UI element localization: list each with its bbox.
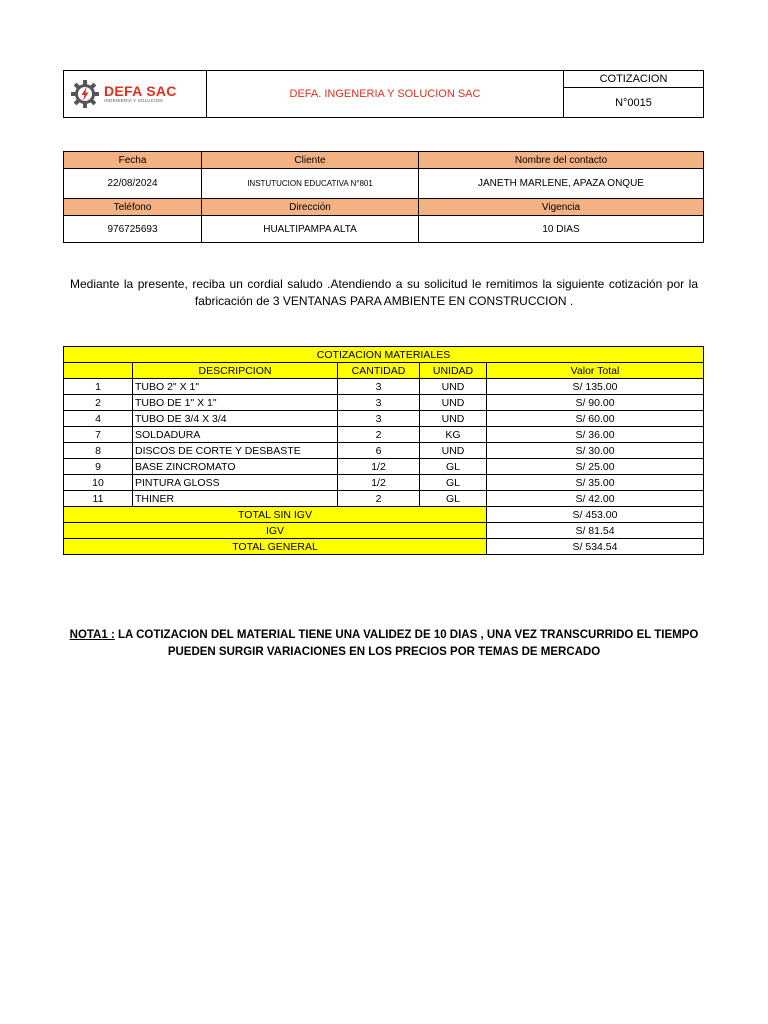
brand-name: DEFA SAC bbox=[104, 83, 177, 99]
row-description: TUBO DE 1" X 1" bbox=[133, 395, 338, 411]
validity-note bbox=[64, 627, 704, 661]
note-label: NOTA1 : bbox=[69, 629, 115, 641]
row-total: S/ 25.00 bbox=[487, 459, 704, 475]
igv-value: S/ 81.54 bbox=[487, 523, 704, 539]
row-unit: UND bbox=[420, 443, 487, 459]
row-total: S/ 35.00 bbox=[487, 475, 704, 491]
cliente-value: INSTUTUCION EDUCATIVA N°801 bbox=[202, 169, 419, 199]
doc-number: N°0015 bbox=[564, 88, 704, 118]
note-text: LA COTIZACION DEL MATERIAL TIENE UNA VALIDEZ DE 10 DIAS , UNA VEZ TRANSCURRIDO EL TIEMPO PUEDEN SURGIR VARIACIONES EN LOS PRECIOS POR TEMAS DE MERCADO bbox=[114, 629, 699, 658]
vigencia-label: Vigencia bbox=[419, 199, 704, 216]
fecha-label: Fecha bbox=[64, 152, 202, 169]
total-value: S/ 534.54 bbox=[487, 539, 704, 555]
table-row bbox=[64, 491, 704, 507]
row-total: S/ 42.00 bbox=[487, 491, 704, 507]
row-number: 7 bbox=[64, 427, 133, 443]
row-quantity: 1/2 bbox=[338, 459, 420, 475]
row-unit: KG bbox=[420, 427, 487, 443]
cliente-label: Cliente bbox=[202, 152, 419, 169]
telefono-value: 976725693 bbox=[64, 216, 202, 243]
col-total: Valor Total bbox=[487, 363, 704, 379]
row-number: 11 bbox=[64, 491, 133, 507]
row-quantity: 3 bbox=[338, 395, 420, 411]
row-total: S/ 135.00 bbox=[487, 379, 704, 395]
row-description: TUBO DE 3/4 X 3/4 bbox=[133, 411, 338, 427]
telefono-label: Teléfono bbox=[64, 199, 202, 216]
row-unit: UND bbox=[420, 395, 487, 411]
materials-title: COTIZACION MATERIALES bbox=[64, 347, 704, 363]
materials-rows bbox=[64, 379, 704, 507]
direccion-label: Dirección bbox=[202, 199, 419, 216]
row-unit: UND bbox=[420, 379, 487, 395]
brand-tagline: INGENIERIA Y SOLUCION bbox=[104, 98, 163, 103]
row-unit: UND bbox=[420, 411, 487, 427]
contacto-label: Nombre del contacto bbox=[419, 152, 704, 169]
row-description: THINER bbox=[133, 491, 338, 507]
table-row bbox=[64, 475, 704, 491]
row-description: BASE ZINCROMATO bbox=[133, 459, 338, 475]
row-number: 8 bbox=[64, 443, 133, 459]
contacto-value: JANETH MARLENE, APAZA ONQUE bbox=[419, 169, 704, 199]
materials-table bbox=[63, 346, 704, 555]
row-quantity: 3 bbox=[338, 411, 420, 427]
total-label: TOTAL GENERAL bbox=[64, 539, 487, 555]
subtotal-value: S/ 453.00 bbox=[487, 507, 704, 523]
table-row bbox=[64, 443, 704, 459]
row-description: TUBO 2" X 1" bbox=[133, 379, 338, 395]
row-number: 9 bbox=[64, 459, 133, 475]
row-quantity: 2 bbox=[338, 491, 420, 507]
row-number: 10 bbox=[64, 475, 133, 491]
col-unit: UNIDAD bbox=[420, 363, 487, 379]
row-quantity: 1/2 bbox=[338, 475, 420, 491]
row-quantity: 6 bbox=[338, 443, 420, 459]
logo-cell bbox=[64, 71, 207, 118]
row-quantity: 2 bbox=[338, 427, 420, 443]
row-number: 1 bbox=[64, 379, 133, 395]
gear-bolt-icon bbox=[70, 79, 100, 109]
row-total: S/ 30.00 bbox=[487, 443, 704, 459]
intro-paragraph: Mediante la presente, reciba un cordial saludo .Atendiendo a su solicitud le remitimos la siguiente cotización por la fabricación de 3 VENTANAS PARA AMBIENTE EN CONSTRUCCION . bbox=[70, 277, 698, 308]
row-total: S/ 90.00 bbox=[487, 395, 704, 411]
vigencia-value: 10 DIAS bbox=[419, 216, 704, 243]
company-logo bbox=[70, 79, 206, 109]
row-description: DISCOS DE CORTE Y DESBASTE bbox=[133, 443, 338, 459]
company-name: DEFA. INGENERIA Y SOLUCION SAC bbox=[207, 71, 564, 118]
col-desc: DESCRIPCION bbox=[133, 363, 338, 379]
client-info-table bbox=[63, 151, 704, 243]
row-number: 4 bbox=[64, 411, 133, 427]
col-number bbox=[64, 363, 133, 379]
row-total: S/ 60.00 bbox=[487, 411, 704, 427]
quote-header bbox=[63, 70, 704, 118]
subtotal-label: TOTAL SIN IGV bbox=[64, 507, 487, 523]
row-total: S/ 36.00 bbox=[487, 427, 704, 443]
row-unit: GL bbox=[420, 459, 487, 475]
table-row bbox=[64, 427, 704, 443]
row-unit: GL bbox=[420, 475, 487, 491]
table-row bbox=[64, 379, 704, 395]
doc-type: COTIZACION bbox=[564, 71, 704, 88]
fecha-value: 22/08/2024 bbox=[64, 169, 202, 199]
table-row bbox=[64, 459, 704, 475]
table-row bbox=[64, 395, 704, 411]
table-row bbox=[64, 411, 704, 427]
row-description: PINTURA GLOSS bbox=[133, 475, 338, 491]
row-quantity: 3 bbox=[338, 379, 420, 395]
row-number: 2 bbox=[64, 395, 133, 411]
direccion-value: HUALTIPAMPA ALTA bbox=[202, 216, 419, 243]
row-description: SOLDADURA bbox=[133, 427, 338, 443]
col-qty: CANTIDAD bbox=[338, 363, 420, 379]
row-unit: GL bbox=[420, 491, 487, 507]
igv-label: IGV bbox=[64, 523, 487, 539]
